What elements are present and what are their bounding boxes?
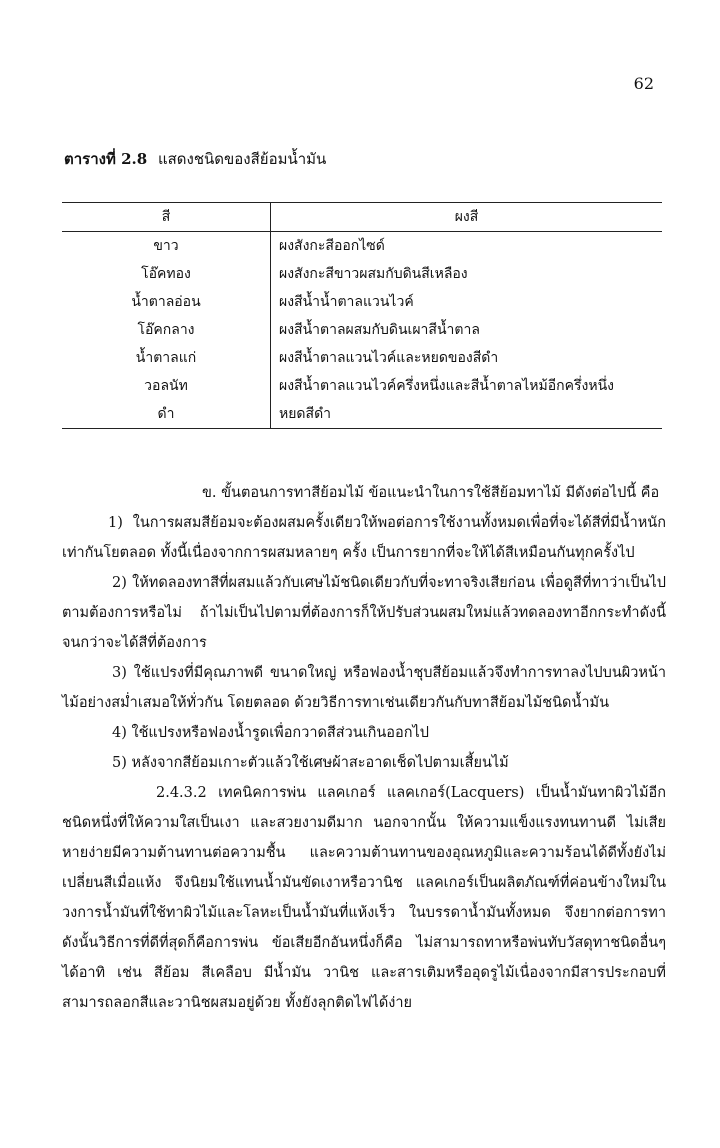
cell-color: วอลนัท xyxy=(62,372,271,400)
step-3-paragraph: 3) ใช้แปรงที่มีคุณภาพดี ขนาดใหญ่ หรือฟองน้ำชุบสีย้อมแล้วจึงทำการทาลงไปบนผิวหน้าไม้อย่างสม่ำเสมอให้ทั่วกัน โดยตลอด ด้วยวิธีการทาเช่นเดียวกันกับทาสีย้อมไม้ชนิดน้ำมัน xyxy=(62,665,666,711)
cell-pigment: ผงสีน้ำตาลแวนไวค์และหยดของสีดำ xyxy=(279,350,499,366)
cell-color: น้ำตาลอ่อน xyxy=(62,288,271,316)
table-row xyxy=(62,400,662,429)
table-caption-label: ตารางที่ 2.8 xyxy=(64,150,148,168)
header-color: สี xyxy=(62,203,271,232)
cell-color: โอ๊คทอง xyxy=(62,260,271,288)
cell-color: โอ๊คกลาง xyxy=(62,316,271,344)
step-2-paragraph: 2) ให้ทดลองทาสีที่ผสมแล้วกับเศษไม้ชนิดเดียวกับที่จะทาจริงเสียก่อน เพื่อดูสีที่ทาว่าเป็นไปตามต้องการหรือไม่ ถ้าไม่เป็นไปตามที่ต้องการก็ให้ปรับส่วนผสมใหม่แล้วทดลองทาอีกกระทำดังนี้จนกว่าจะได้สีที่ต้องการ xyxy=(62,575,666,651)
table-header-row xyxy=(62,203,662,232)
cell-pigment: ผงสีน้ำตาลแวนไวค์ครึ่งหนึ่งและสีน้ำตาลไหม้อีกครึ่งหนึ่ง xyxy=(279,378,614,394)
cell-pigment: ผงสีน้ำน้ำตาลแวนไวค์ xyxy=(279,294,414,310)
step-1-paragraph: 1) ในการผสมสีย้อมจะต้องผสมครั้งเดียวให้พอต่อการใช้งานทั้งหมดเพื่อที่จะได้สีที่มีน้ำหนักเท่ากันโยตลอด ทั้งนี้เนื่องจากการผสมหลายๆ ครั้ง เป็นการยากที่จะให้ได้สีเหมือนกันทุกครั้งไป xyxy=(62,515,666,561)
table-row xyxy=(62,372,662,400)
table-caption xyxy=(64,147,326,171)
cell-color: น้ำตาลแก่ xyxy=(62,344,271,372)
cell-color: ขาว xyxy=(62,232,271,261)
table-caption-text: แสดงชนิดของสีย้อมน้ำมัน xyxy=(157,150,327,168)
cell-pigment: ผงสังกะสีออกไซด์ xyxy=(279,238,385,254)
step-4-paragraph: 4) ใช้แปรงหรือฟองน้ำรูดเพื่อกวาดสีส่วนเกินออกไป xyxy=(112,725,429,741)
table-row xyxy=(62,288,662,316)
steps-subheading: ข. ขั้นตอนการทาสีย้อมไม้ ข้อแนะนำในการใช้สีย้อมทาไม้ มีดังต่อไปนี้ คือ xyxy=(202,485,660,501)
step-5-paragraph: 5) หลังจากสีย้อมเกาะตัวแล้วใช้เศษผ้าสะอาดเช็ดไปตามเสี้ยนไม้ xyxy=(112,755,509,771)
table-row xyxy=(62,260,662,288)
lacquer-section-paragraph: 2.4.3.2 เทคนิคการพ่น แลคเกอร์ แลคเกอร์(Lacquers) เป็นน้ำมันทาผิวไม้อีกชนิดหนึ่งที่ให้ความใสเป็นเงา และสวยงามดีมาก นอกจากนั้น ให้ความแข็งแรงทนทานดี ไม่เสียหายง่ายมีความต้านทานต่อความชื้น และความต้านทานของอุณหภูมิและความร้อนได้ดีทั้งยังไม่เปลี่ยนสีเมื่อแห้ง จึงนิยมใช้แทนน้ำมันขัดเงาหรือวานิช แลคเกอร์เป็นผลิตภัณฑ์ที่ค่อนข้างใหม่ในวงการน้ำมันที่ใช้ทาผิวไม้และโลหะเป็นน้ำมันที่แห้งเร็ว ในบรรดาน้ำมันทั้งหมด จึงยากต่อการทา ดังนั้นวิธีการที่ดีที่สุดก็คือการพ่น ข้อเสียอีกอันหนึ่งก็คือ ไม่สามารถทาหรือพ่นทับวัสดุทาชนิดอื่นๆ ได้อาทิ เช่น สีย้อม สีเคลือบ มีน้ำมัน วานิช และสารเติมหรืออุดรูไม้เนื่องจากมีสารประกอบที่สามารถลอกสีและวานิชผสมอยู่ด้วย ทั้งยังลุกติดไฟได้ง่าย xyxy=(62,785,666,1011)
cell-pigment: ผงสีน้ำตาลผสมกับดินเผาสีน้ำตาล xyxy=(279,322,480,338)
cell-pigment: หยดสีดำ xyxy=(271,400,663,429)
cell-pigment: ผงสังกะสีขาวผสมกับดินสีเหลือง xyxy=(279,266,468,282)
stain-types-table xyxy=(62,202,662,429)
header-pigment: ผงสี xyxy=(271,203,663,232)
page-number: 62 xyxy=(633,74,654,93)
cell-color: ดำ xyxy=(62,400,271,429)
body-text xyxy=(62,478,666,1018)
table-row xyxy=(62,232,662,261)
table-row xyxy=(62,316,662,344)
table-row xyxy=(62,344,662,372)
